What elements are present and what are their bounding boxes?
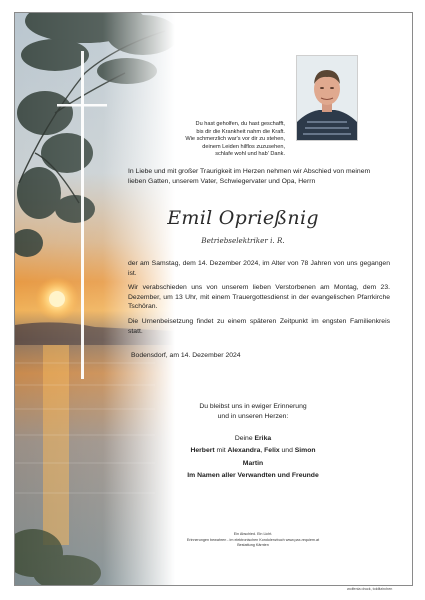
mourner-connector: ,	[260, 447, 265, 455]
mourner-connector: und	[279, 447, 295, 455]
portrait-photo	[296, 55, 358, 141]
footer-line: Bestattung Kärnten	[237, 543, 269, 548]
mourner-name: Felix	[264, 447, 280, 455]
deceased-name: Emil Oprießnig	[167, 207, 319, 229]
mourners-list	[128, 433, 378, 483]
mourner-line	[128, 433, 378, 445]
poem-line: bis dir die Krankheit nahm die Kraft.	[196, 128, 285, 135]
mourner-connector: mit	[214, 447, 228, 455]
mourner-line	[128, 445, 378, 457]
footer-line: Erinnerungen bewahren - im elektronischen Kondolenzbuch www.pax-requiem.at	[186, 537, 320, 542]
mourner-name: Alexandra	[227, 447, 261, 455]
mourner-line	[128, 458, 378, 470]
poem-line: Wie schmerzlich war's vor dir zu stehen,	[185, 136, 285, 143]
closing-line: und in unseren Herzen:	[217, 412, 289, 420]
footer-line: Ein Abschied. Ein Licht.	[233, 532, 273, 536]
mourner-line	[128, 470, 378, 482]
portrait-image	[297, 56, 357, 140]
closing-text	[128, 402, 378, 421]
death-notice-paragraph: der am Samstag, dem 14. Dezember 2024, im Alter von 78 Jahren von uns gegangen ist.	[128, 260, 390, 277]
poem-line: schlafe wohl und hab' Dank.	[215, 151, 285, 158]
intro-text: In Liebe und mit großer Traurigkeit im Herzen nehmen wir Abschied von meinem lieben Gatten, unserem Vater, Schwiegervater und Opa, Herrn	[128, 168, 371, 185]
mourner-group: Im Namen aller Verwandten und Freunde	[187, 472, 319, 480]
mourner-name: Martin	[242, 459, 264, 467]
obituary-card	[14, 12, 413, 586]
mourner-prefix: Deine	[234, 435, 255, 442]
closing-line: Du bleibst uns in ewiger Erinnerung	[199, 403, 307, 410]
poem	[115, 121, 285, 159]
poem-line: deinem Leiden hilflos zuzusehen,	[202, 143, 285, 150]
printer-credit: wolfenia druck, tolditzirchen	[347, 587, 393, 591]
poem-line: Du hast geholfen, du hast geschafft,	[195, 121, 285, 127]
footer	[128, 532, 378, 549]
deceased-profession: Betriebselektriker i. R.	[201, 236, 285, 245]
urn-burial-paragraph: Die Urnenbeisetzung findet zu einem späteren Zeitpunkt im engsten Familienkreis statt.	[128, 318, 390, 335]
funeral-service-paragraph: Wir verabschieden uns von unserem lieben Verstorbenen am Montag, dem 23. Dezember, um 13 Uhr, mit einem Trauergottesdienst in der evangelischen Pfarrkirche Tschöran.	[128, 284, 390, 311]
place-date: Bodensdorf, am 14. Dezember 2024	[131, 352, 241, 359]
mourner-name: Erika	[254, 435, 272, 442]
mourner-name: Herbert	[190, 447, 215, 455]
mourner-name: Simon	[294, 447, 316, 455]
